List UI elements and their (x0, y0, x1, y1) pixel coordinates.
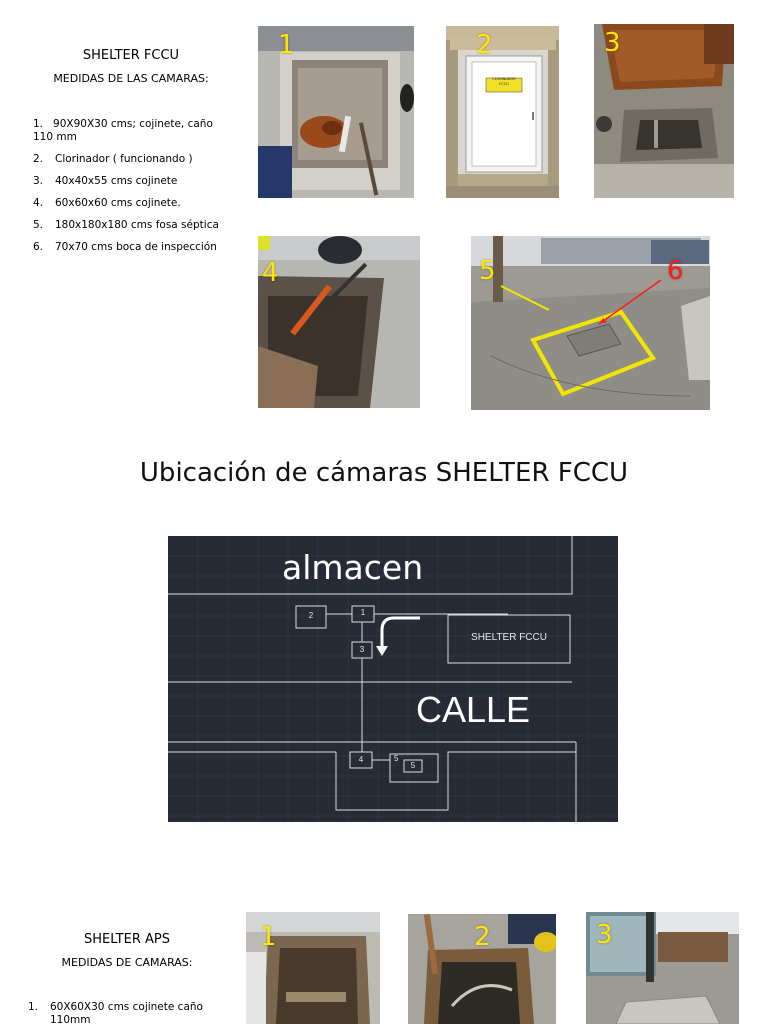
item-text: 40x40x55 cms cojinete (55, 175, 178, 187)
photo-number-label: 2 (474, 922, 491, 952)
box-label-5-inner: 5 (410, 761, 416, 770)
photo-number-label: 1 (278, 30, 295, 60)
photo-number-label: 5 (479, 256, 496, 286)
chlorinator-sign: CLORINADOR FCCU (492, 77, 516, 86)
photo-chamber-5-6 (471, 236, 710, 410)
item-text: 60X60X30 cms cojinete caño 110mm (50, 1001, 203, 1024)
list-item (33, 175, 233, 188)
section-title: SHELTER APS (84, 932, 170, 947)
photo-number-label: 3 (596, 920, 613, 950)
photo-number-label: 2 (476, 30, 493, 60)
street-label: CALLE (416, 689, 531, 730)
item-number: 2. (33, 153, 44, 165)
photo-chlorinator (446, 26, 559, 198)
shelter-label: SHELTER FCCU (471, 632, 547, 643)
section-title: SHELTER FCCU (82, 48, 180, 63)
section-subtitle: MEDIDAS DE LAS CAMARAS: (53, 72, 209, 85)
photo-chamber-1 (258, 26, 414, 198)
list-item (28, 1001, 218, 1024)
item-number: 6. (33, 241, 44, 253)
item-text: 60x60x60 cms cojinete. (55, 197, 181, 209)
box-label-2: 2 (308, 611, 314, 620)
item-number: 1. (28, 1001, 39, 1013)
box-label-4: 4 (358, 755, 364, 764)
section-subtitle: MEDIDAS DE CAMARAS: (61, 956, 193, 969)
photo-aps-chamber-2 (408, 914, 556, 1024)
box-label-3: 3 (359, 645, 365, 654)
measurements-list (28, 1001, 218, 1024)
page-title: Ubicación de cámaras SHELTER FCCU (139, 458, 629, 488)
photo-chamber-3 (594, 24, 734, 198)
box-label-5-outer: 5 (394, 754, 399, 763)
photo-aps-chamber-3 (586, 912, 739, 1024)
list-item (33, 241, 233, 254)
photo-aps-chamber-1 (246, 912, 380, 1024)
item-text: 90X90X30 cms; cojinete, caño 110 mm (33, 118, 213, 143)
photo-chamber-4-image (258, 236, 420, 408)
photo-number-label: 3 (604, 28, 621, 58)
warehouse-label: almacen (282, 548, 424, 587)
photo-number-label: 1 (260, 922, 277, 952)
location-plan (168, 536, 618, 822)
item-number: 4. (33, 197, 44, 209)
photo-chamber-4 (258, 236, 420, 408)
measurements-list (33, 118, 233, 263)
item-text: Clorinador ( funcionando ) (55, 153, 193, 165)
list-item (33, 153, 233, 166)
photo-number-label-secondary: 6 (667, 256, 684, 286)
box-label-1: 1 (360, 608, 366, 617)
item-text: 180x180x180 cms fosa séptica (55, 219, 219, 231)
list-item (33, 197, 233, 210)
photo-chlorinator-image (446, 26, 559, 198)
item-number: 1. (33, 118, 44, 130)
list-item (33, 118, 233, 144)
photo-number-label: 4 (262, 258, 279, 288)
item-number: 3. (33, 175, 44, 187)
list-item (33, 219, 233, 232)
item-number: 5. (33, 219, 44, 231)
item-text: 70x70 cms boca de inspección (55, 241, 217, 253)
